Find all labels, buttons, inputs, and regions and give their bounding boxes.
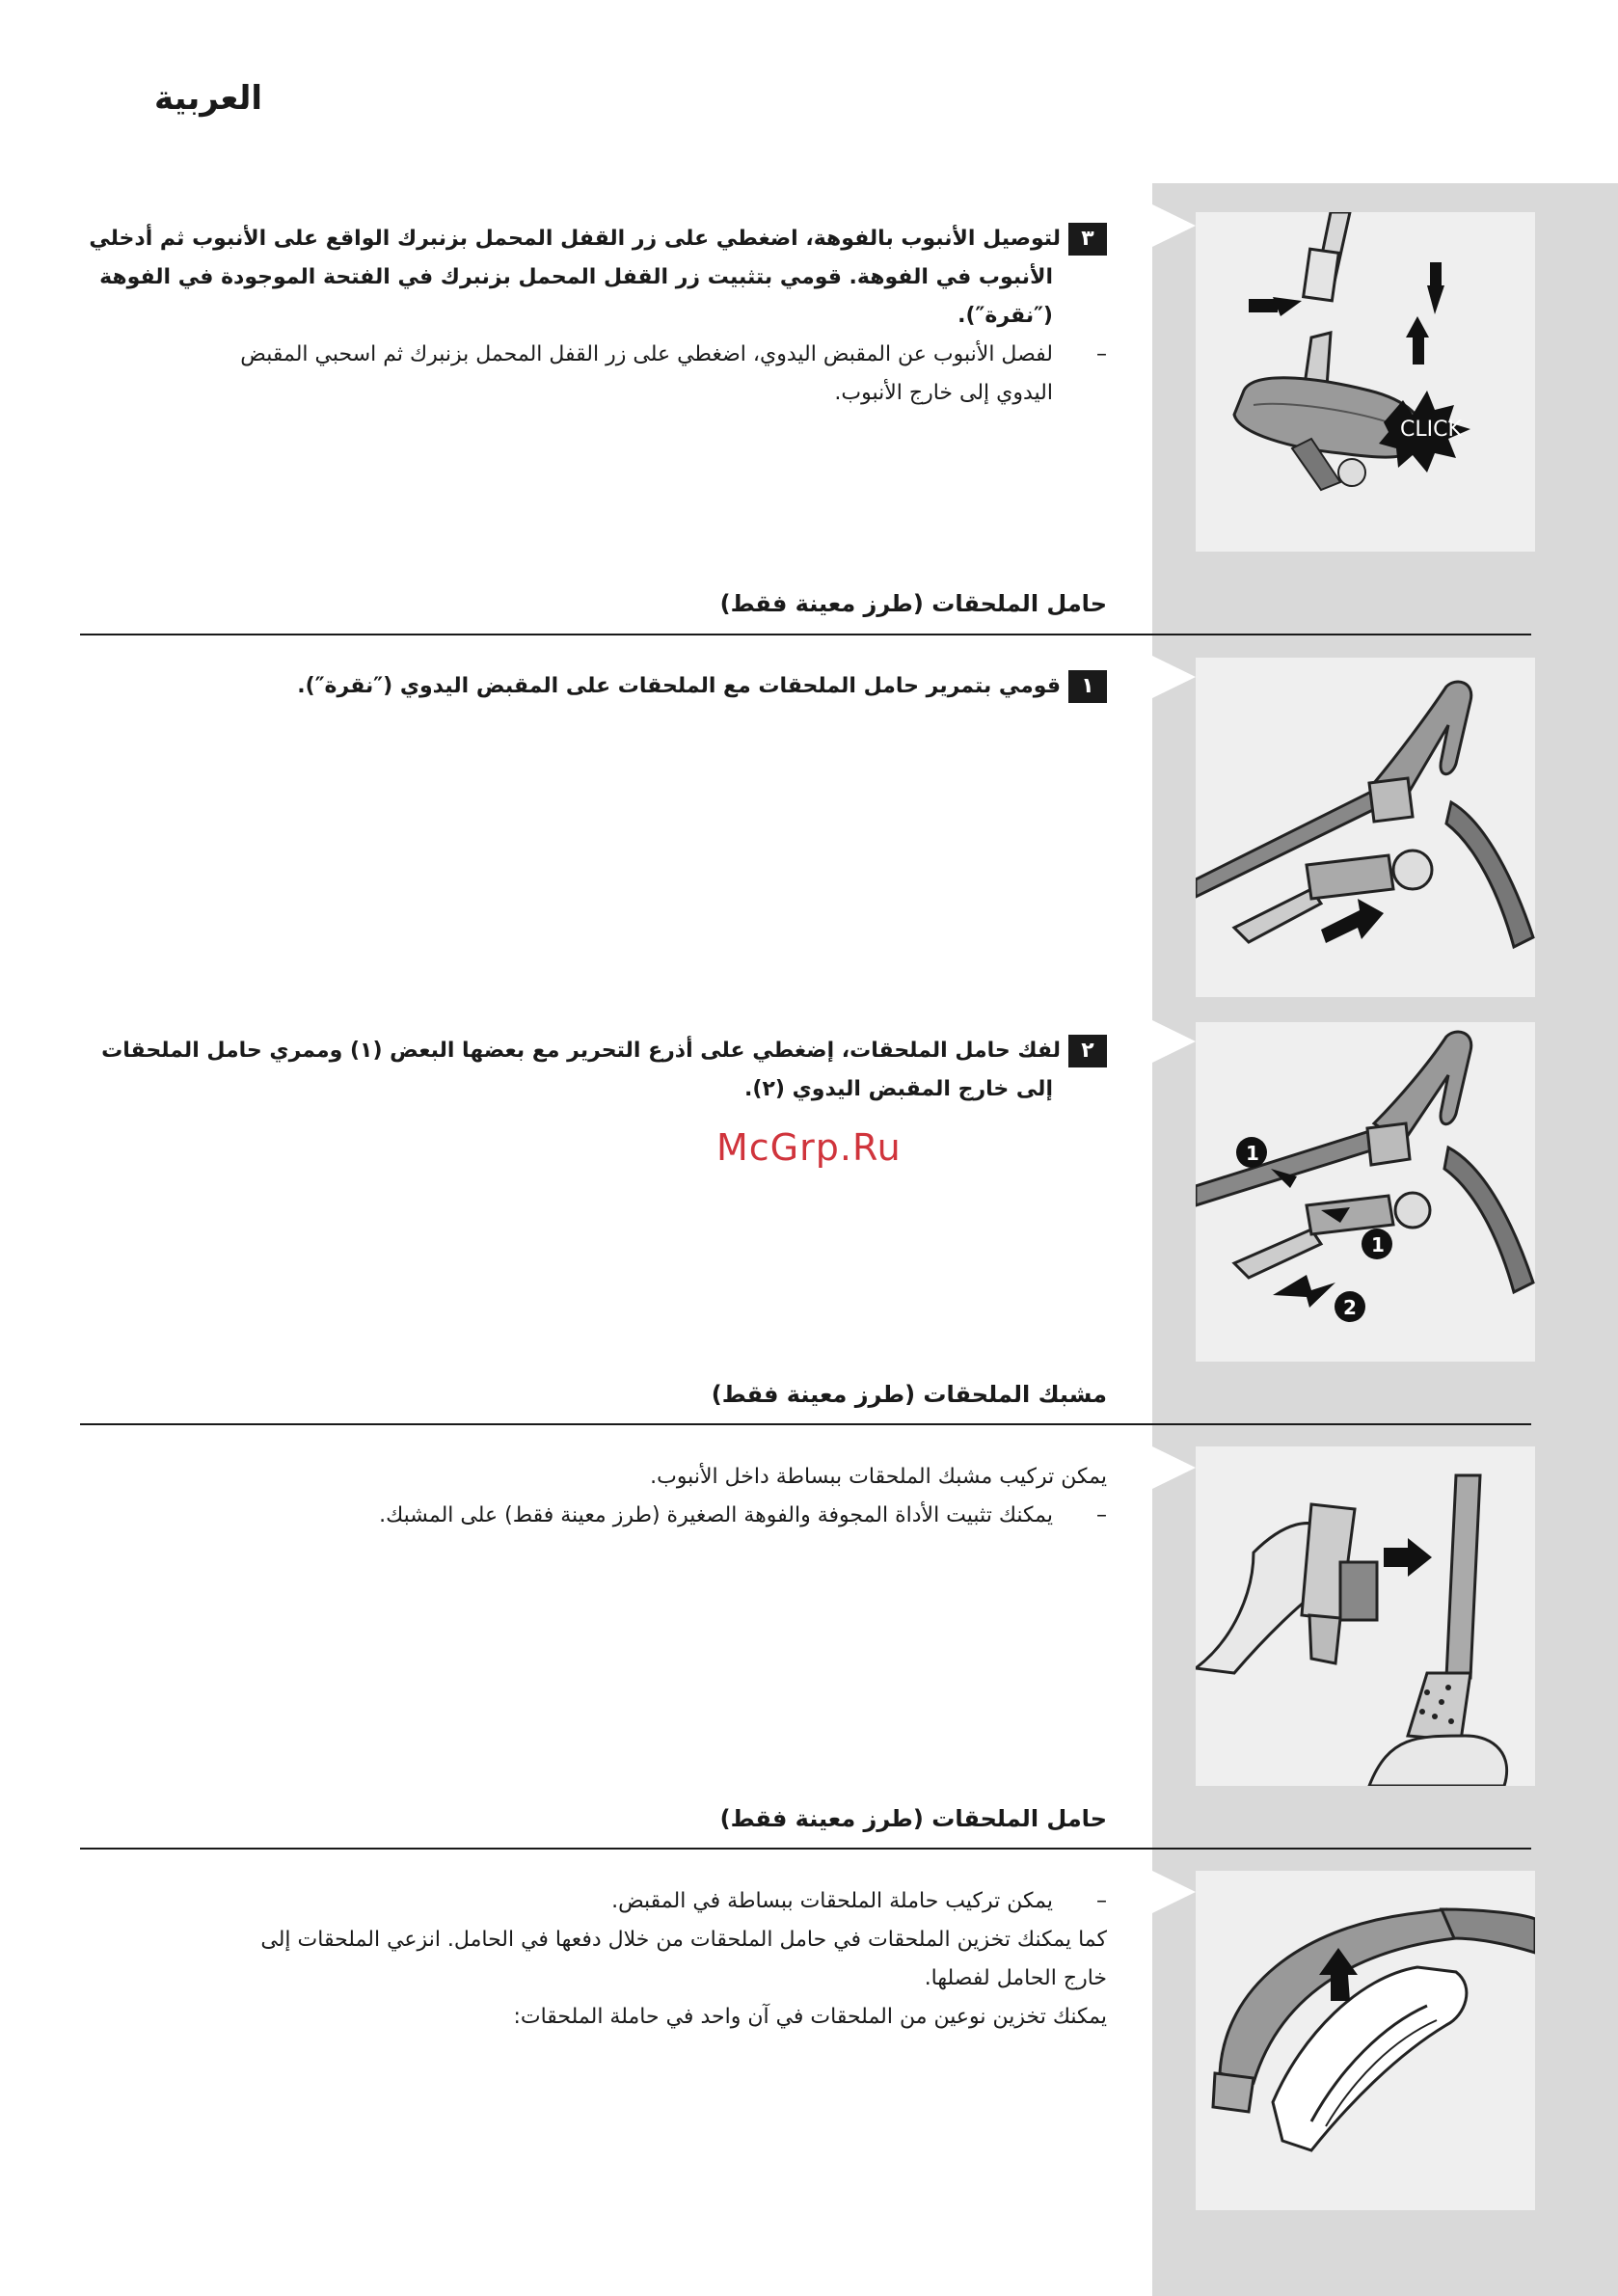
marker-2: 2 — [1343, 1296, 1357, 1319]
holder-step2-instruction: ٢لفك حامل الملحقات، إضغطي على أذرع التحرير مع بعضها البعض (١) وممري حامل الملحقات — [75, 1032, 1107, 1070]
holder2-text: خارج الحامل لفصلها. — [924, 1966, 1107, 1990]
illustration-holder-mount — [1196, 1871, 1535, 2210]
section-title-accessory-clip: مشبك الملحقات (طرز معينة فقط) — [711, 1381, 1107, 1408]
holder-attach-drawing — [1196, 658, 1535, 997]
watermark: McGrp.Ru — [716, 1126, 902, 1169]
click-label: CLICK — [1400, 418, 1462, 442]
panel-pointer — [1152, 204, 1196, 247]
holder-step2-block — [75, 1032, 1107, 1109]
holder2-sub-item: – يمكن تركيب حاملة الملحقات ببساطة في المقبض. — [611, 1889, 1107, 1913]
clip-sub-item: – يمكنك تثبيت الأداة المجوفة والفوهة الصغيرة (طرز معينة فقط) على المشبك. — [379, 1503, 1107, 1527]
step3-block — [75, 220, 1107, 413]
step3-instruction: ٣لتوصيل الأنبوب بالفوهة، اضغطي على زر القفل المحمل بزنبرك الواقع على الأنبوب ثم أدخلي — [75, 220, 1107, 258]
illustration-accessory-clip — [1196, 1446, 1535, 1786]
marker-1: 1 — [1246, 1142, 1259, 1165]
holder-release-drawing — [1196, 1022, 1535, 1362]
step-number-badge: ٣ — [1068, 223, 1107, 256]
holder-step2-instruction-cont: إلى خارج المقبض اليدوي (٢). — [744, 1077, 1053, 1101]
clip-text: يمكن تركيب مشبك الملحقات ببساطة داخل الأنبوب. — [650, 1465, 1107, 1489]
holder2-text: يمكنك تخزين نوعين من الملحقات في آن واحد في حاملة الملحقات: — [513, 2005, 1107, 2029]
clip-block — [75, 1458, 1107, 1535]
section-title-accessory-holder: حامل الملحقات (طرز معينة فقط) — [719, 590, 1107, 617]
holder2-block — [66, 1882, 1107, 2037]
page-language-title: العربية — [154, 79, 263, 118]
step-number-badge: ١ — [1068, 670, 1107, 703]
section-divider — [80, 1423, 1531, 1425]
panel-pointer — [1152, 656, 1196, 698]
step3-instruction-cont: الأنبوب في الفوهة. قومي بتثبيت زر القفل المحمل بزنبرك في الفتحة الموجودة في الفوهة — [99, 265, 1053, 289]
step-number-badge: ٢ — [1068, 1035, 1107, 1067]
holder-step1-block — [75, 667, 1107, 706]
panel-pointer — [1152, 1871, 1196, 1913]
holder2-text: كما يمكنك تخزين الملحقات في حامل الملحقات من خلال دفعها في الحامل. انزعي الملحقات إلى — [260, 1928, 1107, 1952]
section-divider — [80, 1848, 1531, 1850]
illustration-holder-release — [1196, 1022, 1535, 1362]
nozzle-click-drawing — [1196, 212, 1535, 552]
illustration-holder-attach — [1196, 658, 1535, 997]
marker-1: 1 — [1371, 1233, 1385, 1256]
panel-pointer — [1152, 1446, 1196, 1489]
panel-pointer — [1152, 1020, 1196, 1063]
holder-mount-drawing — [1196, 1871, 1535, 2210]
step3-sub-item: – لفصل الأنبوب عن المقبض اليدوي، اضغطي على زر القفل المحمل بزنبرك ثم اسحبي المقبض اليدوي إلى خارج الأنبوب. — [240, 342, 1107, 405]
holder-step1-instruction: ١قومي بتمرير حامل الملحقات مع الملحقات على المقبض اليدوي (″نقرة″). — [75, 667, 1107, 706]
illustration-nozzle-click — [1196, 212, 1535, 552]
section-title-accessory-holder-2: حامل الملحقات (طرز معينة فقط) — [719, 1805, 1107, 1832]
accessory-clip-drawing — [1196, 1446, 1535, 1786]
section-divider — [80, 634, 1531, 635]
step3-instruction-cont: (″نقرة″). — [957, 304, 1053, 328]
